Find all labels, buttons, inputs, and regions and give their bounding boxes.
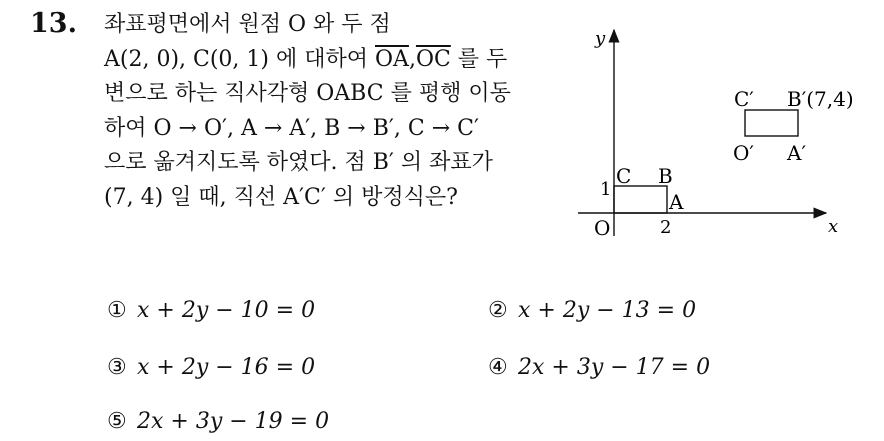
segment-oc: $\overline{OC}$ (415, 46, 451, 72)
choice-1-marker: ① (107, 298, 127, 323)
x-tick-label: 2 (660, 217, 672, 238)
choice-4-expression: 2x + 3y − 17 = 0 (518, 355, 711, 380)
x-axis-label: x (828, 216, 839, 237)
y-axis-label: y (595, 28, 606, 49)
question-line-3: 변으로 하는 직사각형 OABC 를 평행 이동 (104, 81, 511, 106)
y-tick-label: 1 (600, 179, 612, 200)
point-a-label: A (669, 190, 684, 214)
question-line-2-head: A(2, 0), C(0, 1) 에 대하여 (104, 46, 375, 72)
point-c-prime-label: C′ (734, 87, 754, 111)
point-b-label: B (658, 164, 673, 188)
point-b-prime-label: B′(7,4) (787, 87, 854, 111)
choice-5-marker: ⑤ (107, 409, 127, 434)
question-line-4: 하여 O → O′, A → A′, B → B′, C → C′ (104, 115, 479, 141)
question-line-1: 좌표평면에서 원점 O 와 두 점 (104, 12, 391, 37)
question-line-6: (7, 4) 일 때, 직선 A′C′ 의 방정식은? (104, 184, 458, 210)
rectangle-oabc (614, 186, 667, 213)
answer-choice-2[interactable] (488, 298, 696, 323)
answer-choice-4[interactable] (488, 355, 710, 380)
point-a-prime-label: A′ (787, 141, 806, 165)
answer-choice-5[interactable] (107, 409, 329, 434)
question-line-2-tail: 를 두 (450, 46, 508, 72)
choice-3-expression: x + 2y − 16 = 0 (137, 355, 316, 380)
question-number: 13. (30, 8, 77, 39)
rectangle-translated (745, 110, 798, 136)
question-line-5: 으로 옮겨지도록 하였다. 점 B′ 의 좌표가 (104, 150, 493, 175)
answer-choice-1[interactable] (107, 298, 315, 323)
answer-choice-3[interactable] (107, 355, 315, 380)
origin-label: O (594, 216, 611, 240)
segment-separator: , (408, 46, 416, 72)
choice-4-marker: ④ (488, 355, 508, 380)
choice-3-marker: ③ (107, 355, 127, 380)
choice-5-expression: 2x + 3y − 19 = 0 (137, 409, 330, 434)
choice-1-expression: x + 2y − 10 = 0 (137, 298, 316, 323)
segment-oa: $\overline{OA}$ (375, 46, 409, 72)
point-o-prime-label: O′ (733, 141, 754, 165)
point-c-label: C (616, 164, 632, 188)
choice-2-expression: x + 2y − 13 = 0 (518, 298, 697, 323)
choice-2-marker: ② (488, 298, 508, 323)
